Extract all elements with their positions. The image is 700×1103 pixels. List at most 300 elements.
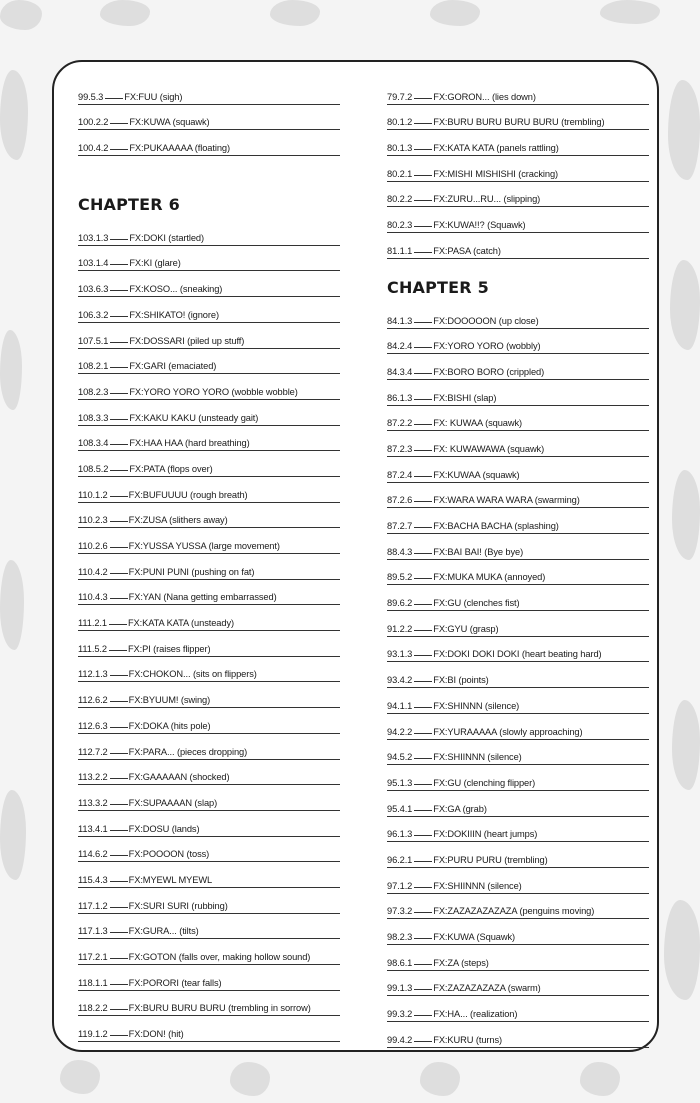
page-panel-reference: 80.1.3 (387, 143, 413, 154)
page-panel-reference: 103.6.3 (78, 284, 109, 295)
leader-dash (110, 123, 128, 124)
sound-effect-translation: FX:GORON... (lies down) (433, 91, 536, 102)
glossary-entry (387, 534, 649, 560)
page-panel-reference: 84.2.4 (387, 341, 413, 352)
chapter-6-heading: CHAPTER 6 (78, 195, 180, 215)
leader-dash (110, 496, 128, 497)
glossary-entry (78, 631, 340, 657)
sound-effect-translation: FX:HAA HAA (hard breathing) (129, 438, 250, 449)
sound-effect-translation: FX:BURU BURU BURU (trembling in sorrow) (128, 1003, 311, 1014)
glossary-entry (78, 528, 340, 554)
leader-dash (414, 681, 432, 682)
glossary-entry (387, 156, 649, 182)
page-panel-reference: 87.2.2 (387, 418, 413, 429)
glossary-entry (78, 914, 340, 940)
sound-effect-translation: FX:YAN (Nana getting embarrassed) (128, 592, 277, 603)
sound-effect-translation: FX:DOOOOON (up close) (433, 315, 539, 326)
right-column (387, 79, 649, 1048)
page-panel-reference: 113.3.2 (78, 797, 108, 808)
page-panel-reference: 113.2.2 (78, 772, 108, 783)
sound-effect-translation: FX:DOKIIIN (heart jumps) (433, 829, 538, 840)
glossary-entry (387, 637, 649, 663)
sound-effect-translation: FX:DON! (hit) (128, 1029, 184, 1040)
sound-effect-translation: FX:DOSSARI (piled up stuff) (129, 335, 245, 346)
page-panel-reference: 110.2.3 (78, 515, 108, 526)
leader-dash (110, 264, 128, 265)
page-panel-reference: 93.1.3 (387, 649, 413, 660)
page-panel-reference: 94.1.1 (387, 700, 413, 711)
left-top-entries (78, 79, 340, 156)
sound-effect-translation: FX:BURU BURU BURU BURU (trembling) (433, 117, 605, 128)
glossary-entry (78, 939, 340, 965)
page-panel-reference: 103.1.4 (78, 258, 109, 269)
page-panel-reference: 112.7.2 (78, 746, 108, 757)
leader-dash (110, 830, 128, 831)
chapter-5-heading: CHAPTER 5 (387, 277, 489, 297)
glossary-entry (387, 508, 649, 534)
glossary-entry (78, 580, 340, 606)
leader-dash (110, 907, 128, 908)
page-panel-reference: 118.2.2 (78, 1003, 108, 1014)
leader-dash (414, 964, 432, 965)
leader-dash (414, 123, 432, 124)
page-panel-reference: 95.4.1 (387, 803, 413, 814)
penguin-silhouette-decoration (672, 700, 700, 790)
sound-effect-translation: FX:GA (grab) (433, 803, 487, 814)
sound-effect-translation: FX:POOOON (toss) (128, 849, 210, 860)
leader-dash (110, 444, 128, 445)
page-panel-reference: 80.1.2 (387, 117, 413, 128)
leader-dash (414, 476, 432, 477)
leader-dash (414, 938, 432, 939)
sound-effect-translation: FX:GU (clenches fist) (433, 598, 520, 609)
leader-dash (110, 547, 128, 548)
glossary-entry (387, 233, 649, 259)
page-panel-reference: 89.5.2 (387, 572, 413, 583)
leader-dash (110, 932, 128, 933)
penguin-silhouette-decoration (60, 1060, 100, 1094)
page-panel-reference: 86.1.3 (387, 392, 413, 403)
glossary-entry (78, 888, 340, 914)
glossary-entry (78, 605, 340, 631)
sound-effect-translation: FX:KURU (turns) (433, 1034, 502, 1045)
page-panel-reference: 103.1.3 (78, 232, 109, 243)
page-panel-reference: 117.2.1 (78, 952, 108, 962)
glossary-entry (387, 182, 649, 208)
page-panel-reference: 81.1.1 (387, 245, 413, 256)
glossary-entry (387, 868, 649, 894)
page-panel-reference: 87.2.6 (387, 495, 413, 506)
leader-dash (110, 701, 128, 702)
leader-dash (414, 200, 432, 201)
sound-effect-translation: FX:SUPAAAAN (slap) (128, 797, 218, 808)
glossary-entry (78, 400, 340, 426)
sound-effect-translation: FX:DOKI (startled) (129, 232, 204, 243)
glossary-entry (387, 996, 649, 1022)
leader-dash (414, 450, 432, 451)
page-panel-reference: 80.2.2 (387, 194, 413, 205)
glossary-entry (78, 785, 340, 811)
glossary-entry (78, 105, 340, 131)
chapter-5-entries (387, 303, 649, 1048)
glossary-entry (387, 894, 649, 920)
sound-effect-translation: FX:SURI SURI (rubbing) (128, 900, 228, 911)
sound-effect-translation: FX:YUSSA YUSSA (large movement) (128, 541, 280, 551)
page-panel-reference: 84.3.4 (387, 366, 413, 377)
sound-effect-translation: FX:BISHI (slap) (433, 392, 497, 403)
page-panel-reference: 118.1.1 (78, 977, 108, 988)
sound-effect-translation: FX: KUWAWAWA (squawk) (433, 443, 545, 454)
penguin-silhouette-decoration (0, 70, 28, 160)
page-panel-reference: 108.2.3 (78, 386, 109, 397)
sound-effect-translation: FX:FUU (sigh) (124, 91, 183, 102)
glossary-entry (387, 971, 649, 997)
penguin-silhouette-decoration (100, 0, 150, 26)
glossary-entry (78, 657, 340, 683)
page-panel-reference: 96.2.1 (387, 854, 413, 865)
page-panel-reference: 89.6.2 (387, 598, 413, 609)
sound-effect-translation: FX:KATA KATA (unsteady) (127, 618, 234, 629)
leader-dash (110, 367, 128, 368)
leader-dash (414, 733, 432, 734)
sound-effect-translation: FX:KUWA (squawk) (129, 117, 210, 128)
sound-effect-translation: FX:DOSU (lands) (128, 823, 200, 834)
page-panel-reference: 100.2.2 (78, 117, 109, 128)
sound-effects-glossary-frame (52, 60, 659, 1052)
leader-dash (414, 373, 432, 374)
leader-dash (414, 175, 432, 176)
glossary-entry (78, 246, 340, 272)
page-panel-reference: 79.7.2 (387, 91, 413, 102)
penguin-silhouette-decoration (420, 1062, 460, 1096)
left-column (78, 79, 340, 1042)
leader-dash (414, 322, 432, 323)
page-panel-reference: 87.2.4 (387, 469, 413, 480)
leader-dash (414, 424, 432, 425)
sound-effect-translation: FX:DOKA (hits pole) (128, 720, 211, 731)
sound-effect-translation: FX:MISHI MISHISHI (cracking) (433, 168, 559, 179)
leader-dash (414, 578, 432, 579)
sound-effect-translation: FX:SHIKATO! (ignore) (129, 309, 219, 320)
penguin-silhouette-decoration (664, 900, 700, 1000)
sound-effect-translation: FX:ZUSA (slithers away) (128, 515, 228, 526)
leader-dash (414, 149, 432, 150)
sound-effect-translation: FX:BACHA BACHA (splashing) (433, 521, 559, 531)
sound-effect-translation: FX:PASA (catch) (433, 245, 501, 256)
sound-effect-translation: FX:ZAZAZAZAZA (swarm) (433, 983, 541, 994)
leader-dash (109, 624, 127, 625)
penguin-silhouette-decoration (672, 470, 700, 560)
leader-dash (110, 149, 128, 150)
page-panel-reference: 119.1.2 (78, 1029, 108, 1040)
page-panel-reference: 99.3.2 (387, 1009, 413, 1020)
sound-effect-translation: FX:PARA... (pieces dropping) (128, 746, 248, 757)
glossary-entry (387, 79, 649, 105)
section-spacer (78, 156, 340, 176)
sound-effect-translation: FX:DOKI DOKI DOKI (heart beating hard) (433, 649, 602, 660)
leader-dash (414, 553, 432, 554)
sound-effect-translation: FX: KUWAA (squawk) (433, 418, 523, 429)
penguin-silhouette-decoration (0, 560, 24, 650)
leader-dash (414, 604, 432, 605)
leader-dash (414, 501, 432, 502)
page-panel-reference: 97.3.2 (387, 906, 413, 917)
sound-effect-translation: FX:SHIINNN (silence) (433, 880, 522, 891)
penguin-silhouette-decoration (580, 1062, 620, 1096)
sound-effect-translation: FX:KOSO... (sneaking) (129, 284, 223, 295)
glossary-entry (387, 207, 649, 233)
leader-dash (414, 861, 432, 862)
glossary-entry (78, 451, 340, 477)
leader-dash (109, 650, 127, 651)
glossary-entry (387, 765, 649, 791)
sound-effect-translation: FX:BORO BORO (crippled) (433, 366, 545, 377)
sound-effect-translation: FX:ZA (steps) (433, 957, 489, 968)
penguin-silhouette-decoration (430, 0, 480, 26)
glossary-entry (78, 323, 340, 349)
leader-dash (110, 598, 128, 599)
page-panel-reference: 94.2.2 (387, 726, 413, 737)
glossary-entry (387, 714, 649, 740)
penguin-silhouette-decoration (0, 790, 26, 880)
sound-effect-translation: FX:KATA KATA (panels rattling) (433, 143, 559, 154)
page-panel-reference: 96.1.3 (387, 829, 413, 840)
penguin-silhouette-decoration (670, 260, 700, 350)
leader-dash (110, 521, 128, 522)
sound-effect-translation: FX:YORO YORO YORO (wobble wobble) (129, 386, 298, 397)
sound-effect-translation: FX:BI (points) (433, 675, 489, 686)
glossary-entry (78, 682, 340, 708)
leader-dash (414, 226, 432, 227)
page-panel-reference: 110.1.2 (78, 489, 108, 500)
page-panel-reference: 107.5.1 (78, 335, 109, 346)
sound-effect-translation: FX:MYEWL MYEWL (128, 874, 213, 885)
page-panel-reference: 93.4.2 (387, 675, 413, 686)
glossary-entry (78, 734, 340, 760)
page-panel-reference: 112.6.3 (78, 720, 108, 731)
sound-effect-translation: FX:KAKU KAKU (unsteady gait) (129, 412, 259, 423)
glossary-entry (78, 862, 340, 888)
sound-effect-translation: FX:GOTON (falls over, making hollow sound) (128, 952, 311, 962)
glossary-entry (78, 760, 340, 786)
sound-effect-translation: FX:PATA (flops over) (129, 463, 213, 474)
glossary-entry (78, 426, 340, 452)
sound-effect-translation: FX:MUKA MUKA (annoyed) (433, 572, 546, 583)
sound-effect-translation: FX:YURAAAAA (slowly approaching) (433, 726, 583, 737)
sound-effect-translation: FX:BYUUM! (swing) (128, 695, 211, 706)
glossary-entry (78, 1016, 340, 1042)
page-panel-reference: 80.2.1 (387, 168, 413, 179)
page-panel-reference: 112.1.3 (78, 669, 108, 680)
glossary-entry (387, 406, 649, 432)
page-panel-reference: 94.5.2 (387, 752, 413, 763)
right-top-entries (387, 79, 649, 259)
leader-dash (110, 675, 128, 676)
leader-dash (110, 342, 128, 343)
glossary-entry (387, 817, 649, 843)
page-panel-reference: 84.1.3 (387, 315, 413, 326)
glossary-entry (78, 271, 340, 297)
sound-effect-translation: FX:PUKAAAAA (floating) (129, 143, 230, 154)
penguin-silhouette-decoration (270, 0, 320, 26)
leader-dash (414, 810, 432, 811)
glossary-entry (78, 837, 340, 863)
chapter-6-entries (78, 220, 340, 1042)
page-panel-reference: 97.1.2 (387, 880, 413, 891)
glossary-entry (78, 811, 340, 837)
page-panel-reference: 111.5.2 (78, 643, 107, 654)
page-panel-reference: 98.6.1 (387, 957, 413, 968)
sound-effect-translation: FX:BUFUUUU (rough breath) (128, 489, 248, 500)
leader-dash (414, 887, 432, 888)
penguin-silhouette-decoration (668, 80, 700, 180)
leader-dash (110, 1009, 128, 1010)
page-panel-reference: 100.4.2 (78, 143, 109, 154)
leader-dash (110, 1035, 128, 1036)
sound-effect-translation: FX:GYU (grasp) (433, 623, 499, 634)
page-panel-reference: 91.2.2 (387, 623, 413, 634)
page-panel-reference: 110.4.3 (78, 592, 108, 603)
leader-dash (414, 1041, 432, 1042)
page-panel-reference: 99.1.3 (387, 983, 413, 994)
sound-effect-translation: FX:GAAAAAN (shocked) (128, 772, 230, 783)
page-panel-reference: 115.4.3 (78, 874, 108, 885)
sound-effect-translation: FX:BAI BAI! (Bye bye) (433, 546, 524, 557)
glossary-entry (78, 79, 340, 105)
glossary-entry (387, 740, 649, 766)
glossary-entry (387, 1022, 649, 1048)
sound-effect-translation: FX:ZAZAZAZAZAZA (penguins moving) (433, 906, 595, 917)
page-panel-reference: 110.2.6 (78, 541, 108, 551)
leader-dash (110, 727, 128, 728)
leader-dash (414, 1015, 432, 1016)
leader-dash (414, 252, 432, 253)
sound-effect-translation: FX:PUNI PUNI (pushing on fat) (128, 566, 255, 577)
page-panel-reference: 114.6.2 (78, 849, 108, 860)
leader-dash (414, 989, 432, 990)
leader-dash (110, 470, 128, 471)
sound-effect-translation: FX:SHINNN (silence) (433, 700, 520, 711)
page-panel-reference: 98.2.3 (387, 932, 413, 942)
sound-effect-translation: FX:GURA... (tilts) (128, 926, 199, 937)
leader-dash (110, 419, 128, 420)
glossary-entry (387, 791, 649, 817)
page-panel-reference: 108.3.4 (78, 438, 109, 449)
page-panel-reference: 117.1.3 (78, 926, 108, 937)
page-panel-reference: 112.6.2 (78, 695, 108, 706)
glossary-entry (387, 662, 649, 688)
penguin-silhouette-decoration (0, 0, 42, 30)
sound-effect-translation: FX:WARA WARA WARA (swarming) (433, 495, 580, 506)
page-panel-reference: 87.2.7 (387, 521, 413, 531)
glossary-entry (387, 380, 649, 406)
leader-dash (414, 630, 432, 631)
page-panel-reference: 87.2.3 (387, 443, 413, 454)
sound-effect-translation: FX:KUWAA (squawk) (433, 469, 520, 480)
sound-effect-translation: FX:KUWA!!? (Squawk) (433, 220, 526, 231)
penguin-silhouette-decoration (0, 330, 22, 410)
glossary-entry (387, 919, 649, 945)
glossary-entry (387, 945, 649, 971)
page-panel-reference: 80.2.3 (387, 220, 413, 231)
page-panel-reference: 99.4.2 (387, 1034, 413, 1045)
leader-dash (414, 912, 432, 913)
glossary-entry (387, 303, 649, 329)
leader-dash (414, 655, 432, 656)
sound-effect-translation: FX:PI (raises flipper) (127, 643, 211, 654)
leader-dash (414, 399, 432, 400)
page-panel-reference: 111.2.1 (78, 618, 107, 629)
leader-dash (110, 855, 128, 856)
page-panel-reference: 108.3.3 (78, 412, 109, 423)
leader-dash (110, 290, 128, 291)
sound-effect-translation: FX:SHIINNN (silence) (433, 752, 522, 763)
sound-effect-translation: FX:GARI (emaciated) (129, 361, 217, 372)
page-panel-reference: 108.5.2 (78, 463, 109, 474)
page-panel-reference: 110.4.2 (78, 566, 108, 577)
glossary-entry (387, 457, 649, 483)
leader-dash (110, 958, 128, 959)
glossary-entry (387, 431, 649, 457)
leader-dash (414, 835, 432, 836)
glossary-entry (78, 130, 340, 156)
page-panel-reference: 108.2.1 (78, 361, 109, 372)
glossary-entry (387, 842, 649, 868)
glossary-entry (78, 554, 340, 580)
glossary-entry (387, 585, 649, 611)
glossary-entry (78, 220, 340, 246)
leader-dash (414, 707, 432, 708)
glossary-entry (387, 483, 649, 509)
sound-effect-translation: FX:CHOKON... (sits on flippers) (128, 669, 257, 680)
leader-dash (414, 758, 432, 759)
glossary-entry (387, 354, 649, 380)
leader-dash (110, 984, 128, 985)
sound-effect-translation: FX:YORO YORO (wobbly) (433, 341, 541, 352)
leader-dash (110, 778, 128, 779)
glossary-entry (387, 329, 649, 355)
sound-effect-translation: FX:HA... (realization) (433, 1009, 518, 1020)
glossary-entry (78, 991, 340, 1017)
glossary-entry (78, 374, 340, 400)
glossary-entry (387, 560, 649, 586)
leader-dash (110, 239, 128, 240)
leader-dash (414, 98, 432, 99)
leader-dash (110, 881, 128, 882)
glossary-entry (78, 297, 340, 323)
penguin-silhouette-decoration (600, 0, 660, 24)
leader-dash (414, 527, 432, 528)
leader-dash (110, 753, 128, 754)
sound-effect-translation: FX:GU (clenching flipper) (433, 777, 536, 788)
leader-dash (110, 573, 128, 574)
leader-dash (414, 784, 432, 785)
sound-effect-translation: FX:KUWA (Squawk) (433, 932, 515, 942)
sound-effect-translation: FX:PURU PURU (trembling) (433, 854, 548, 865)
glossary-entry (387, 688, 649, 714)
glossary-entry (78, 965, 340, 991)
page-panel-reference: 106.3.2 (78, 309, 109, 320)
glossary-entry (387, 130, 649, 156)
sound-effect-translation: FX:KI (glare) (129, 258, 181, 269)
glossary-entry (78, 708, 340, 734)
glossary-entry (78, 349, 340, 375)
glossary-entry (387, 611, 649, 637)
page-panel-reference: 113.4.1 (78, 823, 108, 834)
leader-dash (110, 393, 128, 394)
page-panel-reference: 99.5.3 (78, 91, 104, 102)
page-panel-reference: 117.1.2 (78, 900, 108, 911)
